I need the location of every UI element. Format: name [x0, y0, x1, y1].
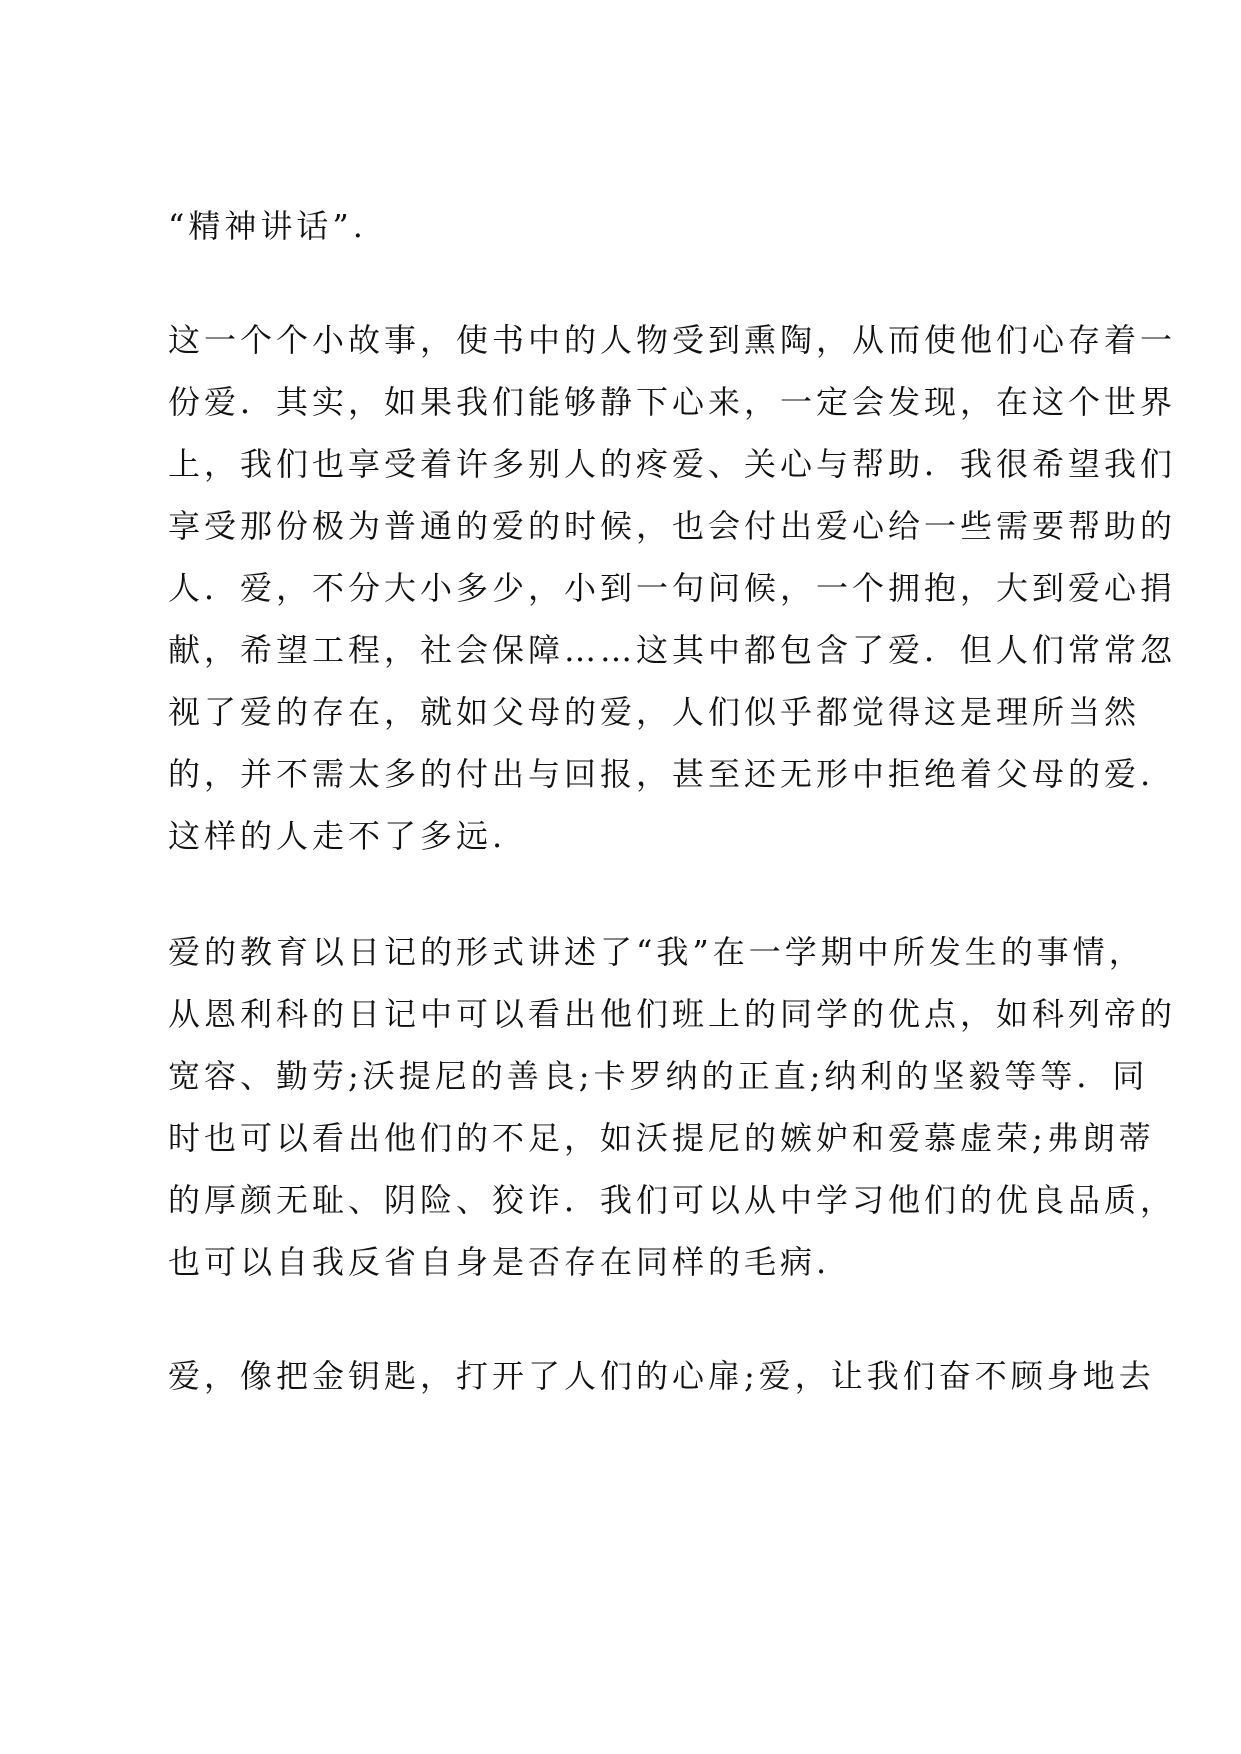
paragraph-2-line-5: 人．爱，不分大小多少，小到一句问候，一个拥抱，大到爱心捐	[168, 569, 1177, 607]
paragraph-3-line-4: 时也可以看出他们的不足，如沃提尼的嫉妒和爱慕虚荣;弗朗蒂	[168, 1119, 1155, 1157]
paragraph-3-line-3: 宽容、勤劳;沃提尼的善良;卡罗纳的正直;纳利的坚毅等等．同	[168, 1057, 1149, 1095]
paragraph-3-line-2: 从恩利科的日记中可以看出他们班上的同学的优点，如科列帝的	[168, 995, 1177, 1033]
paragraph-1-line-1: “精神讲话”.	[168, 207, 367, 245]
paragraph-3-line-5: 的厚颜无耻、阴险、狡诈．我们可以从中学习他们的优良品质，	[168, 1181, 1177, 1219]
paragraph-2-line-2: 份爱．其实，如果我们能够静下心来，一定会发现，在这个世界	[168, 383, 1177, 421]
paragraph-2-line-6: 献，希望工程，社会保障……这其中都包含了爱．但人们常常忽	[168, 631, 1177, 669]
paragraph-3-line-1: 爱的教育以日记的形式讲述了“我”在一学期中所发生的事情，	[168, 933, 1145, 971]
paragraph-2-line-1: 这一个个小故事，使书中的人物受到熏陶，从而使他们心存着一	[168, 321, 1177, 359]
paragraph-2-line-8: 的，并不需太多的付出与回报，甚至还无形中拒绝着父母的爱.	[168, 755, 1155, 793]
paragraph-2-line-3: 上，我们也享受着许多别人的疼爱、关心与帮助．我很希望我们	[168, 445, 1177, 483]
paragraph-4-line-1: 爱，像把金钥匙，打开了人们的心扉;爱，让我们奋不顾身地去	[168, 1357, 1155, 1395]
paragraph-3-line-6: 也可以自我反省自身是否存在同样的毛病.	[168, 1243, 831, 1281]
paragraph-2-line-9: 这样的人走不了多远.	[168, 817, 507, 855]
paragraph-2-line-7: 视了爱的存在，就如父母的爱，人们似乎都觉得这是理所当然	[168, 693, 1141, 731]
paragraph-2-line-4: 享受那份极为普通的爱的时候，也会付出爱心给一些需要帮助的	[168, 507, 1177, 545]
